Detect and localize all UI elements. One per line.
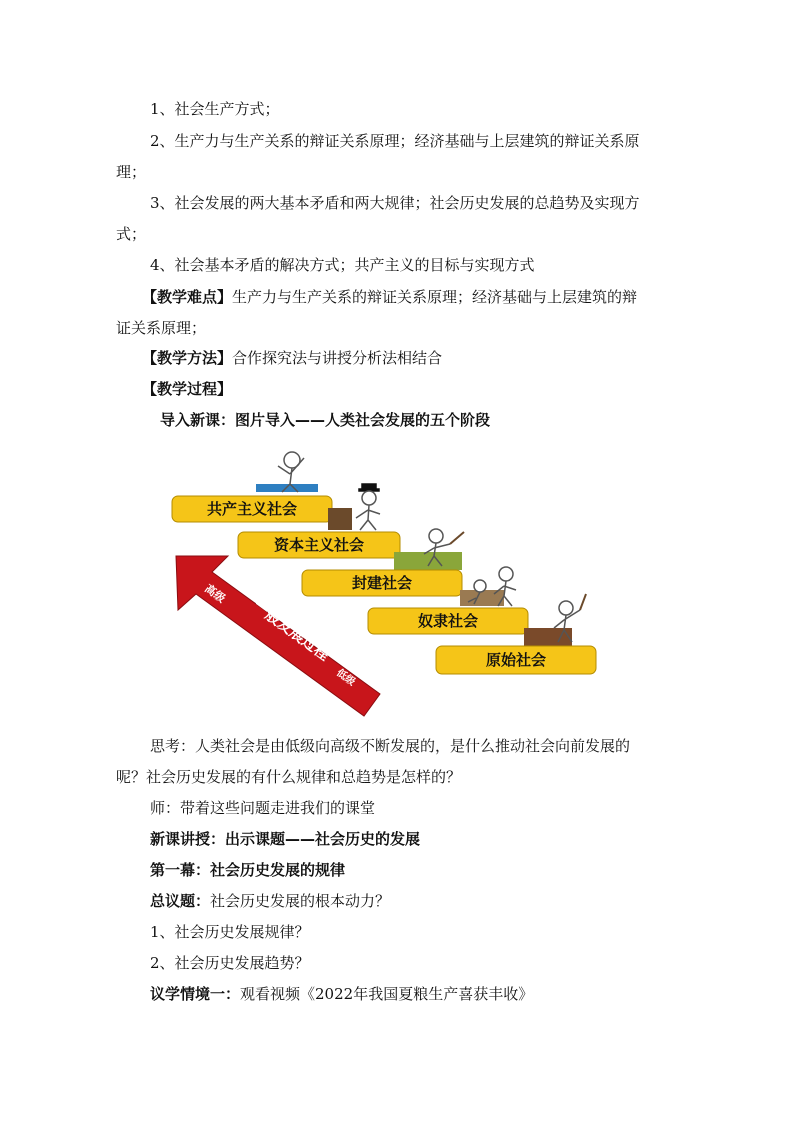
topic-line xyxy=(150,891,390,911)
scenario-text: 观看视频《2022年我国夏粮生产喜获丰收》 xyxy=(240,985,534,1003)
arrow-high-label: 高级 xyxy=(202,581,228,606)
method-label: 【教学方法】 xyxy=(142,349,233,367)
question-line-2: 2、社会历史发展趋势？ xyxy=(150,954,310,972)
process-label: 【教学过程】 xyxy=(142,380,233,398)
stair-riser-1 xyxy=(328,508,352,530)
stair-tread-2 xyxy=(394,552,462,570)
topic-text: 社会历史发展的根本动力？ xyxy=(210,892,391,910)
stage-label-3: 封建社会 xyxy=(351,574,413,592)
scenario-label: 议学情境一： xyxy=(150,985,241,1003)
think-line-2: 呢？社会历史发展的有什么规律和总趋势是怎样的？ xyxy=(116,768,462,786)
intro-line: 导入新课：图片导入——人类社会发展的五个阶段 xyxy=(160,411,491,429)
difficulty-line xyxy=(142,287,637,307)
difficulty-label: 【教学难点】 xyxy=(142,288,233,306)
new-lesson-line: 新课讲授：出示课题——社会历史的发展 xyxy=(150,830,421,848)
chapter-title: 第一幕：社会历史发展的规律 xyxy=(150,861,346,879)
content-line-3-cont: 式； xyxy=(116,225,147,243)
difficulty-text: 生产力与生产关系的辩证关系原理；经济基础与上层建筑的辩 xyxy=(232,288,638,306)
arrow-main-label: 一般发展过程 xyxy=(249,596,334,665)
stage-label-5: 原始社会 xyxy=(485,651,547,669)
stage-label-4: 奴隶社会 xyxy=(417,612,479,630)
content-line-2: 2、生产力与生产关系的辩证关系原理；经济基础与上层建筑的辩证关系原 xyxy=(150,132,640,150)
stage-label-1: 共产主义社会 xyxy=(206,500,298,518)
arrow-low-label: 低级 xyxy=(334,667,357,689)
question-line-1: 1、社会历史发展规律？ xyxy=(150,923,310,941)
stage-steps xyxy=(172,484,596,674)
content-line-2-cont: 理； xyxy=(116,163,147,181)
method-text: 合作探究法与讲授分析法相结合 xyxy=(232,349,443,367)
content-line-4: 4、社会基本矛盾的解决方式；共产主义的目标与实现方式 xyxy=(150,256,535,274)
scenario-line xyxy=(150,984,533,1004)
social-development-figure xyxy=(168,448,600,726)
think-line-1: 思考：人类社会是由低级向高级不断发展的，是什么推动社会向前发展的 xyxy=(150,737,631,755)
content-line-3: 3、社会发展的两大基本矛盾和两大规律；社会历史发展的总趋势及实现方 xyxy=(150,194,640,212)
method-line xyxy=(142,348,442,368)
difficulty-line-cont: 证关系原理； xyxy=(116,319,207,337)
teacher-line: 师：带着这些问题走进我们的课堂 xyxy=(150,799,376,817)
figure-capitalist xyxy=(356,484,380,530)
topic-label: 总议题： xyxy=(150,892,211,910)
content-line-1: 1、社会生产方式； xyxy=(150,100,280,118)
stage-label-2: 资本主义社会 xyxy=(273,536,365,554)
